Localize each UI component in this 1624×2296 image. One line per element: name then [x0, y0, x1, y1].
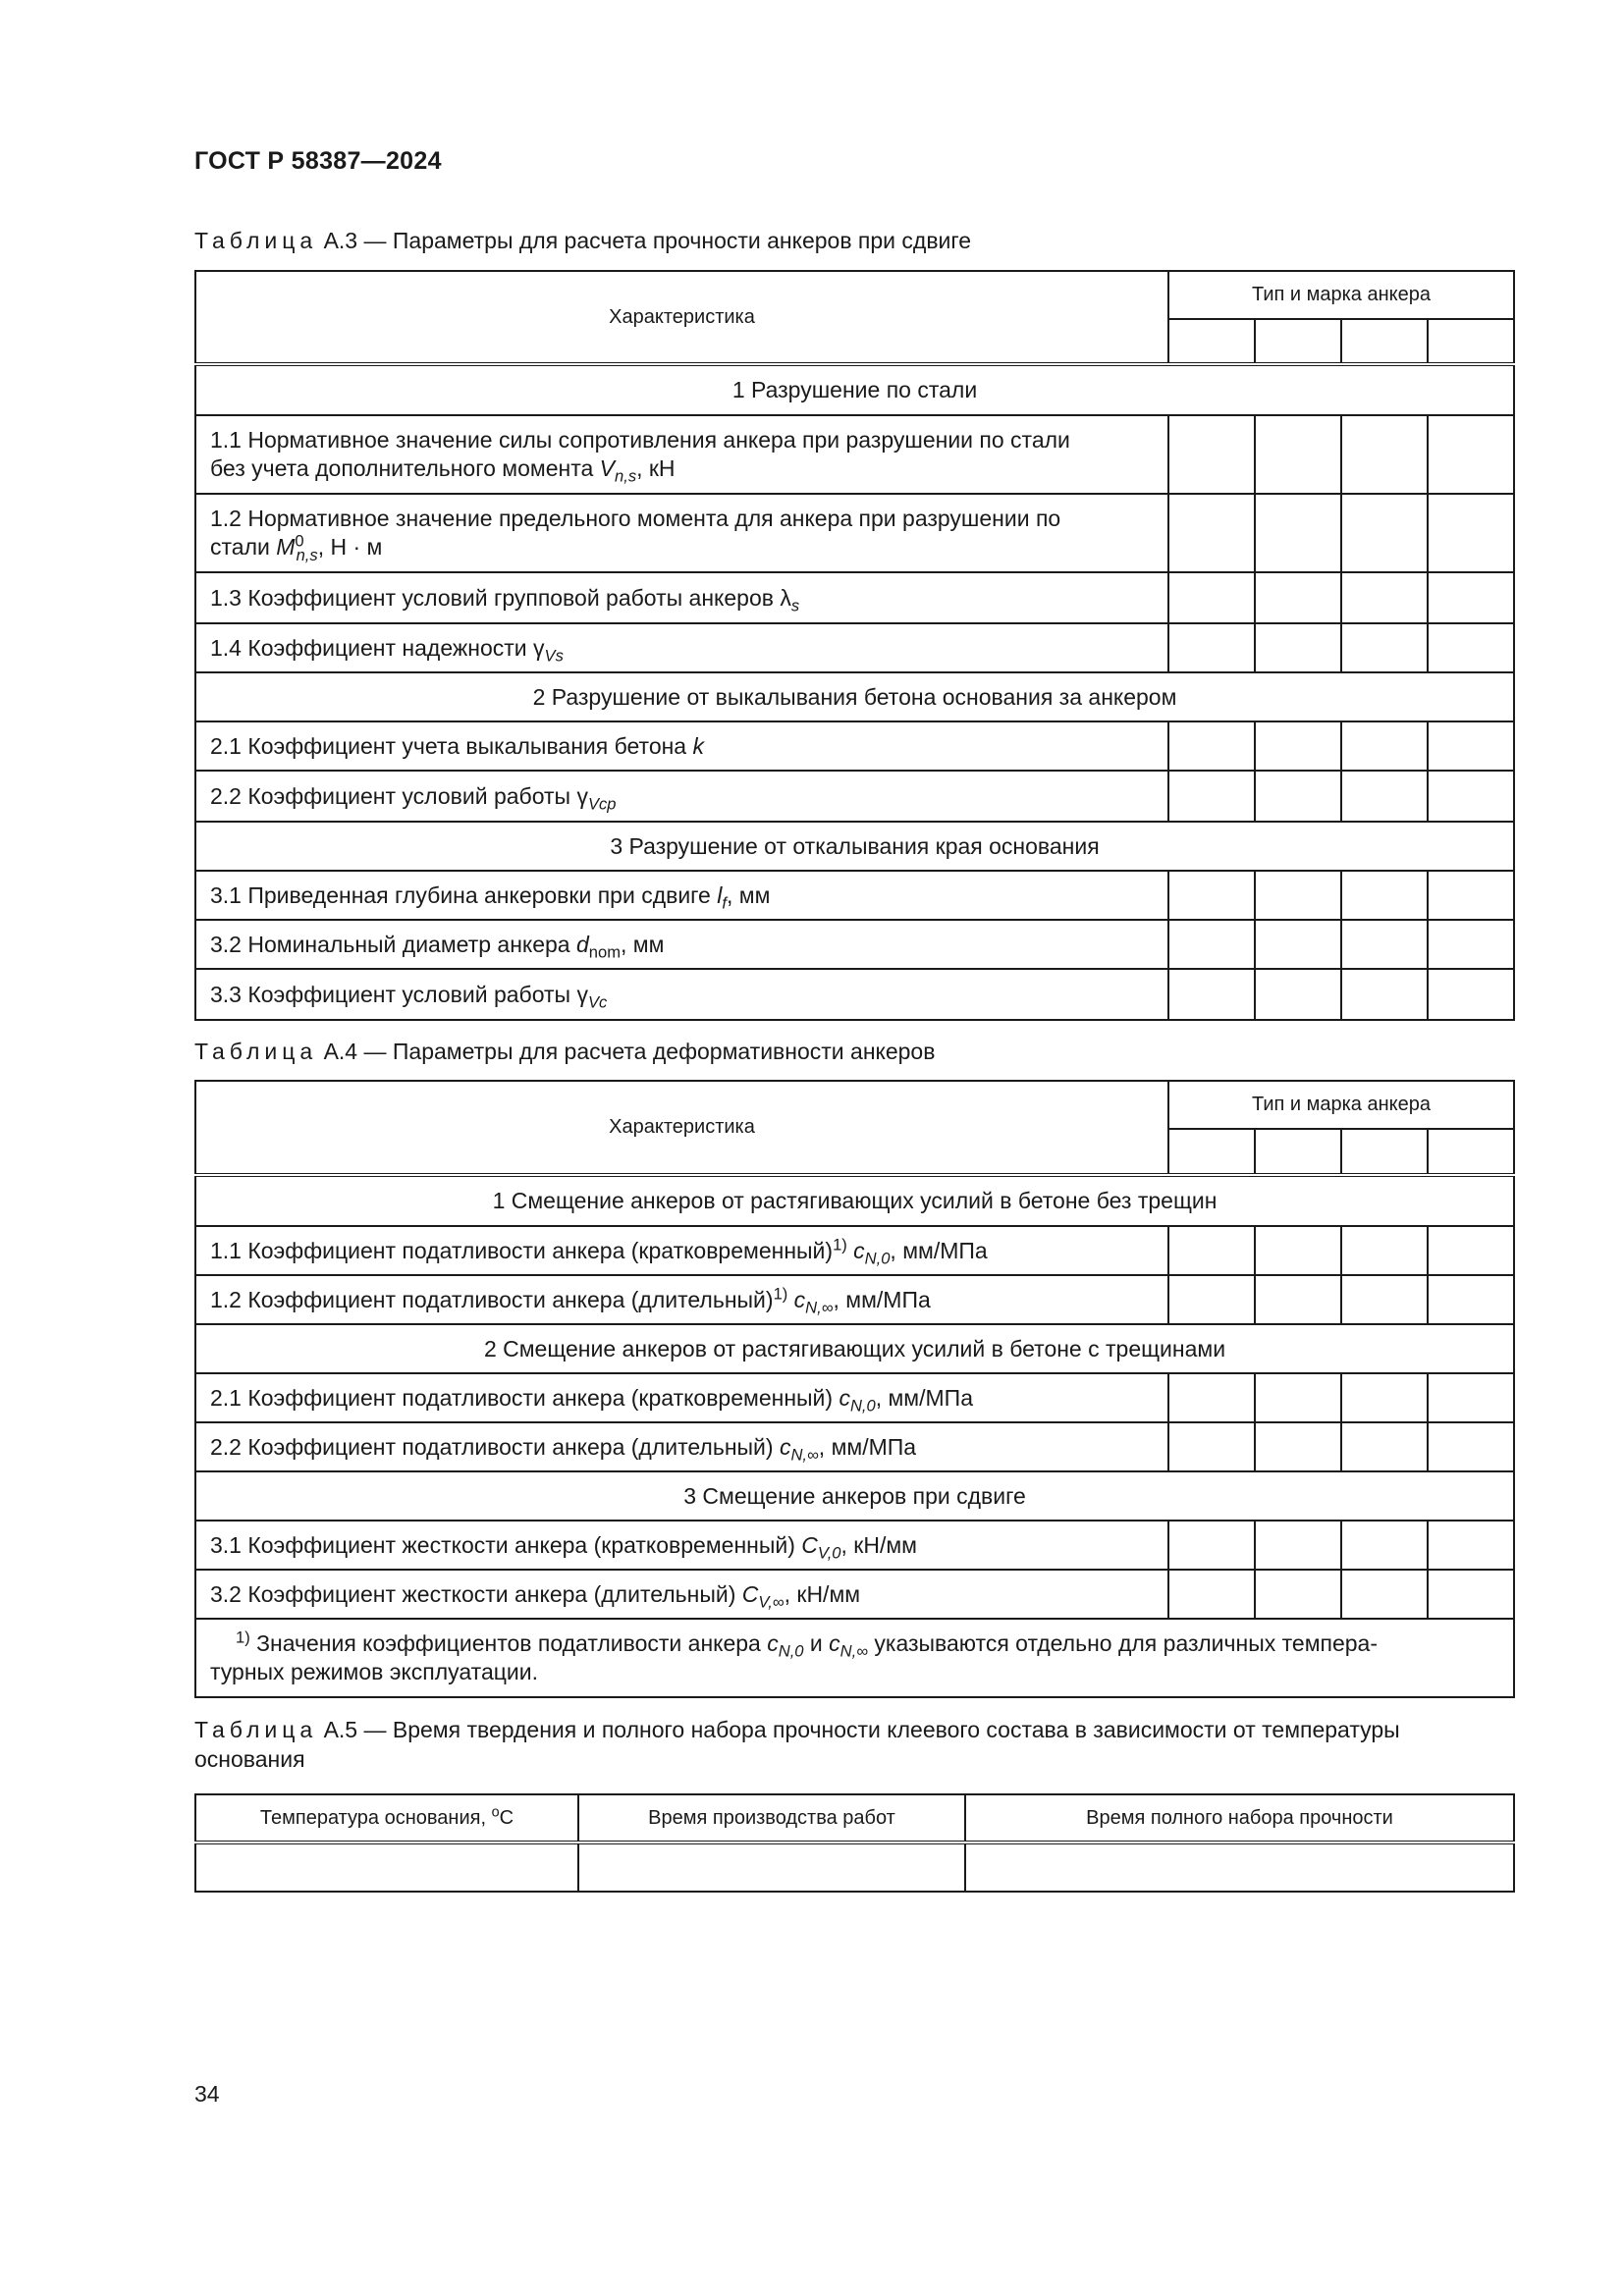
- caption-label: Таблица: [194, 228, 318, 253]
- caption-text: А.4 — Параметры для расчета деформативности анкеров: [323, 1039, 936, 1064]
- table-a3-caption: [194, 226, 1520, 255]
- table-row-label: 1.4 Коэффициент надежности $\gamma_{Vs}$: [195, 623, 1168, 672]
- anchor-col-1: [1168, 319, 1255, 364]
- caption-text: А.5 — Время твердения и полного набора прочности клеевого состава в зависимости от температуры основания: [194, 1717, 1400, 1772]
- anchor-col-3: [1341, 319, 1428, 364]
- col-header-anchor-type: Тип и марка анкера: [1168, 1081, 1514, 1129]
- table-row-label: 3.1 Приведенная глубина анкеровки при сдвиге $l_f$, мм: [195, 871, 1168, 920]
- anchor-col-4: [1428, 319, 1514, 364]
- anchor-col-2: [1255, 319, 1341, 364]
- col-header-temperature: Температура основания, $^о$С: [195, 1794, 578, 1842]
- table-row-label: 1.3 Коэффициент условий групповой работы анкеров $\lambda_s$: [195, 572, 1168, 623]
- table-a4: [194, 1080, 1515, 1698]
- table-row-label: 3.2 Коэффициент жесткости анкера (длительный) $C_{V,\infty}$, кН/мм: [195, 1570, 1168, 1619]
- table-row-label: 3.1 Коэффициент жесткости анкера (кратковременный) $C_{V,0}$, кН/мм: [195, 1521, 1168, 1570]
- table-row-label: 3.2 Номинальный диаметр анкера $d_{nom}$, мм: [195, 920, 1168, 969]
- caption-text: А.3 — Параметры для расчета прочности анкеров при сдвиге: [323, 228, 972, 253]
- section-row: 2 Разрушение от выкалывания бетона основания за анкером: [195, 672, 1514, 721]
- col-header-characteristic: Характеристика: [195, 1081, 1168, 1175]
- table-a3: [194, 270, 1515, 1021]
- table-a5: [194, 1793, 1515, 1893]
- table-a4-caption: [194, 1037, 1520, 1066]
- caption-label: Таблица: [194, 1039, 318, 1064]
- col-header-anchor-type: Тип и марка анкера: [1168, 271, 1514, 319]
- table-row-label: 2.2 Коэффициент податливости анкера (длительный) $c_{N,\infty}$, мм/МПа: [195, 1422, 1168, 1471]
- table-footnote: $^{1)}$ Значения коэффициентов податливости анкера $c_{N,0}$ и $c_{N,\infty}$ указываются отдельно для различных темпера- турных режимов эксплуатации.: [195, 1619, 1514, 1697]
- table-row-label: 1.2 Коэффициент податливости анкера (длительный)$^{1)}$ $c_{N,\infty}$, мм/МПа: [195, 1275, 1168, 1324]
- table-row-label: 2.1 Коэффициент податливости анкера (кратковременный) $c_{N,0}$, мм/МПа: [195, 1373, 1168, 1422]
- page-number: 34: [194, 2081, 220, 2107]
- document-header: ГОСТ Р 58387—2024: [194, 147, 442, 175]
- table-cell: [965, 1842, 1514, 1892]
- section-row: 3 Смещение анкеров при сдвиге: [195, 1471, 1514, 1521]
- table-row-label: 1.2 Нормативное значение предельного момента для анкера при разрушении по стали $M^0_{n,s}$, Н · м: [195, 494, 1168, 572]
- table-row-label: 1.1 Нормативное значение силы сопротивления анкера при разрушении по стали без учета дополнительного момента $V_{n,s}$, кН: [195, 415, 1168, 494]
- section-row: 2 Смещение анкеров от растягивающих усилий в бетоне с трещинами: [195, 1324, 1514, 1373]
- table-row-label: 2.1 Коэффициент учета выкалывания бетона k: [195, 721, 1168, 771]
- section-row: 1 Разрушение по стали: [195, 364, 1514, 415]
- table-row-label: 2.2 Коэффициент условий работы $\gamma_{Vcp}$: [195, 771, 1168, 822]
- col-header-characteristic: Характеристика: [195, 271, 1168, 364]
- table-row-label: 1.1 Коэффициент податливости анкера (кратковременный)$^{1)}$ $c_{N,0}$, мм/МПа: [195, 1226, 1168, 1275]
- col-header-full-strength-time: Время полного набора прочности: [965, 1794, 1514, 1842]
- caption-label: Таблица: [194, 1717, 318, 1742]
- table-row-label: 3.3 Коэффициент условий работы $\gamma_{Vc}$: [195, 969, 1168, 1020]
- table-cell: [578, 1842, 965, 1892]
- section-row: 3 Разрушение от откалывания края основания: [195, 822, 1514, 871]
- table-cell: [195, 1842, 578, 1892]
- col-header-work-time: Время производства работ: [578, 1794, 965, 1842]
- section-row: 1 Смещение анкеров от растягивающих усилий в бетоне без трещин: [195, 1175, 1514, 1226]
- table-a5-caption: [194, 1715, 1515, 1774]
